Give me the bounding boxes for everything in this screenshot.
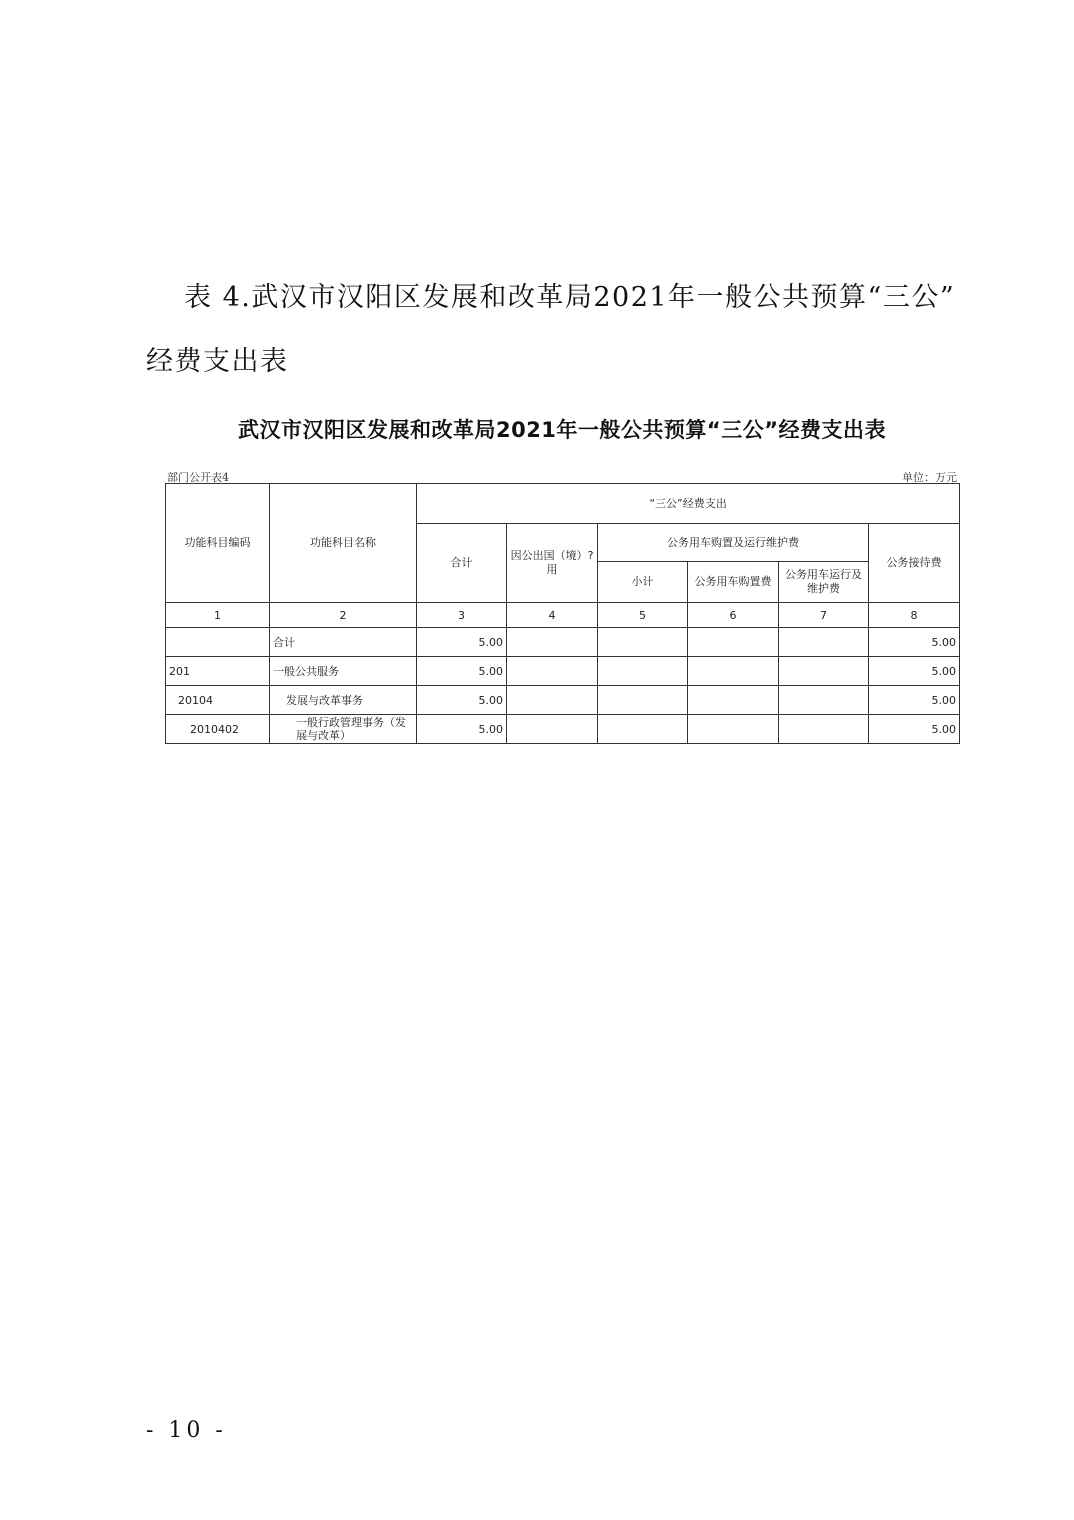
row-reception: 5.00	[869, 715, 960, 744]
header-code: 功能科目编码	[166, 484, 270, 603]
header-name: 功能科目名称	[270, 484, 417, 603]
row-reception: 5.00	[869, 628, 960, 657]
header-reception: 公务接待费	[869, 524, 960, 603]
row-subtotal	[598, 628, 688, 657]
document-heading-line1: 表 4.武汉市汉阳区发展和改革局2021年一般公共预算“三公”	[184, 282, 956, 313]
row-code: 20104	[166, 686, 270, 715]
header-group: “三公”经费支出	[417, 484, 960, 524]
column-index-row	[166, 603, 960, 628]
column-index: 7	[779, 603, 869, 628]
header-total: 合计	[417, 524, 507, 603]
table-title: 武汉市汉阳区发展和改革局2021年一般公共预算“三公”经费支出表	[237, 418, 887, 442]
column-index: 3	[417, 603, 507, 628]
row-vehicle-operation	[779, 657, 869, 686]
row-vehicle-purchase	[688, 628, 779, 657]
column-index: 2	[270, 603, 417, 628]
row-code: 2010402	[166, 715, 270, 744]
row-total: 5.00	[417, 686, 507, 715]
document-heading-line2: 经费支出表	[146, 346, 289, 377]
row-code: 201	[166, 657, 270, 686]
row-vehicle-operation	[779, 686, 869, 715]
header-vehicle-operation: 公务用车运行及维护费	[779, 562, 869, 603]
page-number: - 10 -	[146, 1418, 227, 1443]
row-vehicle-operation	[779, 715, 869, 744]
row-total: 5.00	[417, 657, 507, 686]
row-abroad	[507, 628, 598, 657]
table-row	[166, 686, 960, 715]
header-subtotal: 小计	[598, 562, 688, 603]
header-vehicle-purchase: 公务用车购置费	[688, 562, 779, 603]
row-reception: 5.00	[869, 657, 960, 686]
row-vehicle-purchase	[688, 686, 779, 715]
header-vehicle-group: 公务用车购置及运行维护费	[598, 524, 869, 562]
three-public-expenses-table	[165, 483, 960, 744]
column-index: 1	[166, 603, 270, 628]
row-name: 发展与改革事务	[270, 686, 417, 715]
table-row	[166, 715, 960, 744]
row-total: 5.00	[417, 715, 507, 744]
row-abroad	[507, 657, 598, 686]
table-row	[166, 628, 960, 657]
row-vehicle-operation	[779, 628, 869, 657]
table-row	[166, 657, 960, 686]
column-index: 8	[869, 603, 960, 628]
header-abroad: 因公出国（境）?用	[507, 524, 598, 603]
table-meta-row	[165, 469, 959, 483]
row-name: 一般公共服务	[270, 657, 417, 686]
row-code	[166, 628, 270, 657]
column-index: 4	[507, 603, 598, 628]
form-label: 部门公开表4	[167, 471, 229, 484]
row-reception: 5.00	[869, 686, 960, 715]
row-abroad	[507, 715, 598, 744]
row-abroad	[507, 686, 598, 715]
row-subtotal	[598, 686, 688, 715]
row-vehicle-purchase	[688, 657, 779, 686]
row-name: 合计	[270, 628, 417, 657]
row-subtotal	[598, 657, 688, 686]
row-subtotal	[598, 715, 688, 744]
row-name: 一般行政管理事务（发展与改革）	[270, 715, 417, 744]
row-vehicle-purchase	[688, 715, 779, 744]
column-index: 6	[688, 603, 779, 628]
unit-label: 单位：万元	[902, 471, 957, 484]
row-total: 5.00	[417, 628, 507, 657]
column-index: 5	[598, 603, 688, 628]
document-heading	[146, 266, 966, 394]
